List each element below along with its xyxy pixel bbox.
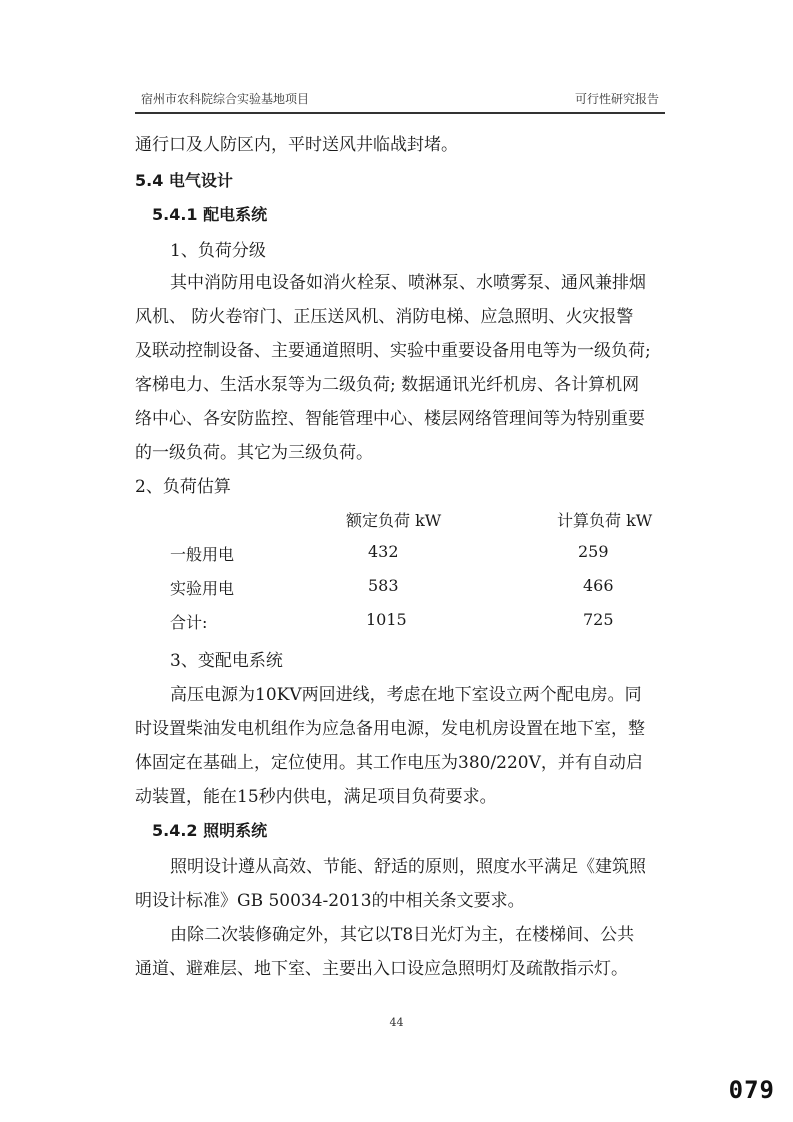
header-project-title: 宿州市农科院综合实验基地项目 [141,92,310,106]
header-report-type: 可行性研究报告 [574,92,659,106]
body-line: 时设置柴油发电机组作为应急备用电源，发电机房设置在地下室，整 [135,719,645,739]
table-cell-calc: 259 [578,542,609,561]
table-cell-rated: 432 [368,542,399,561]
section-heading-5-4: 5.4 电气设计 [135,171,233,190]
page-number: 44 [389,1016,404,1029]
body-line: 体固定在基础上，定位使用。其工作电压为380/220V，并有自动启 [135,753,643,773]
list-item-heading: 1、负荷分级 [170,241,266,261]
body-line: 客梯电力、生活水泵等为二级负荷; 数据通讯光纤机房、各计算机网 [135,375,640,395]
list-item-heading: 2、负荷估算 [135,477,231,497]
body-line: 的一级负荷。其它为三级负荷。 [135,443,373,463]
subsection-heading-5-4-2: 5.4.2 照明系统 [152,821,268,840]
body-line: 风机、 防火卷帘门、正压送风机、消防电梯、应急照明、火灾报警 [135,307,634,327]
table-cell-rated: 1015 [366,610,407,629]
body-line: 通道、避难层、地下室、主要出入口设应急照明灯及疏散指示灯。 [135,959,628,979]
body-line: 动装置，能在15秒内供电，满足项目负荷要求。 [135,787,497,807]
table-header-rated: 额定负荷 kW [346,511,442,530]
body-line: 通行口及人防区内，平时送风井临战封堵。 [135,135,458,155]
body-line: 络中心、各安防监控、智能管理中心、楼层网络管理间等为特别重要 [135,409,645,429]
table-row-label: 合计: [170,613,208,632]
sheet-number-stamp: 079 [728,1076,775,1104]
list-item-heading: 3、变配电系统 [170,651,283,671]
body-line: 其中消防用电设备如消火栓泵、喷淋泵、水喷雾泵、通风兼排烟 [170,273,646,293]
body-line: 高压电源为10KV两回进线，考虑在地下室设立两个配电房。同 [170,685,642,705]
table-header-calc: 计算负荷 kW [557,511,653,530]
body-line: 照明设计遵从高效、节能、舒适的原则，照度水平满足《建筑照 [170,857,646,877]
table-row-label: 一般用电 [170,545,235,564]
body-line: 及联动控制设备、主要通道照明、实验中重要设备用电等为一级负荷; [135,341,651,361]
body-line: 明设计标准》GB 50034-2013的中相关条文要求。 [135,891,525,911]
table-cell-calc: 725 [583,610,614,629]
table-cell-rated: 583 [368,576,399,595]
subsection-heading-5-4-1: 5.4.1 配电系统 [152,205,268,224]
table-cell-calc: 466 [583,576,614,595]
page-header [135,86,665,114]
body-line: 由除二次装修确定外，其它以T8日光灯为主，在楼梯间、公共 [170,925,635,945]
table-row-label: 实验用电 [170,579,235,598]
